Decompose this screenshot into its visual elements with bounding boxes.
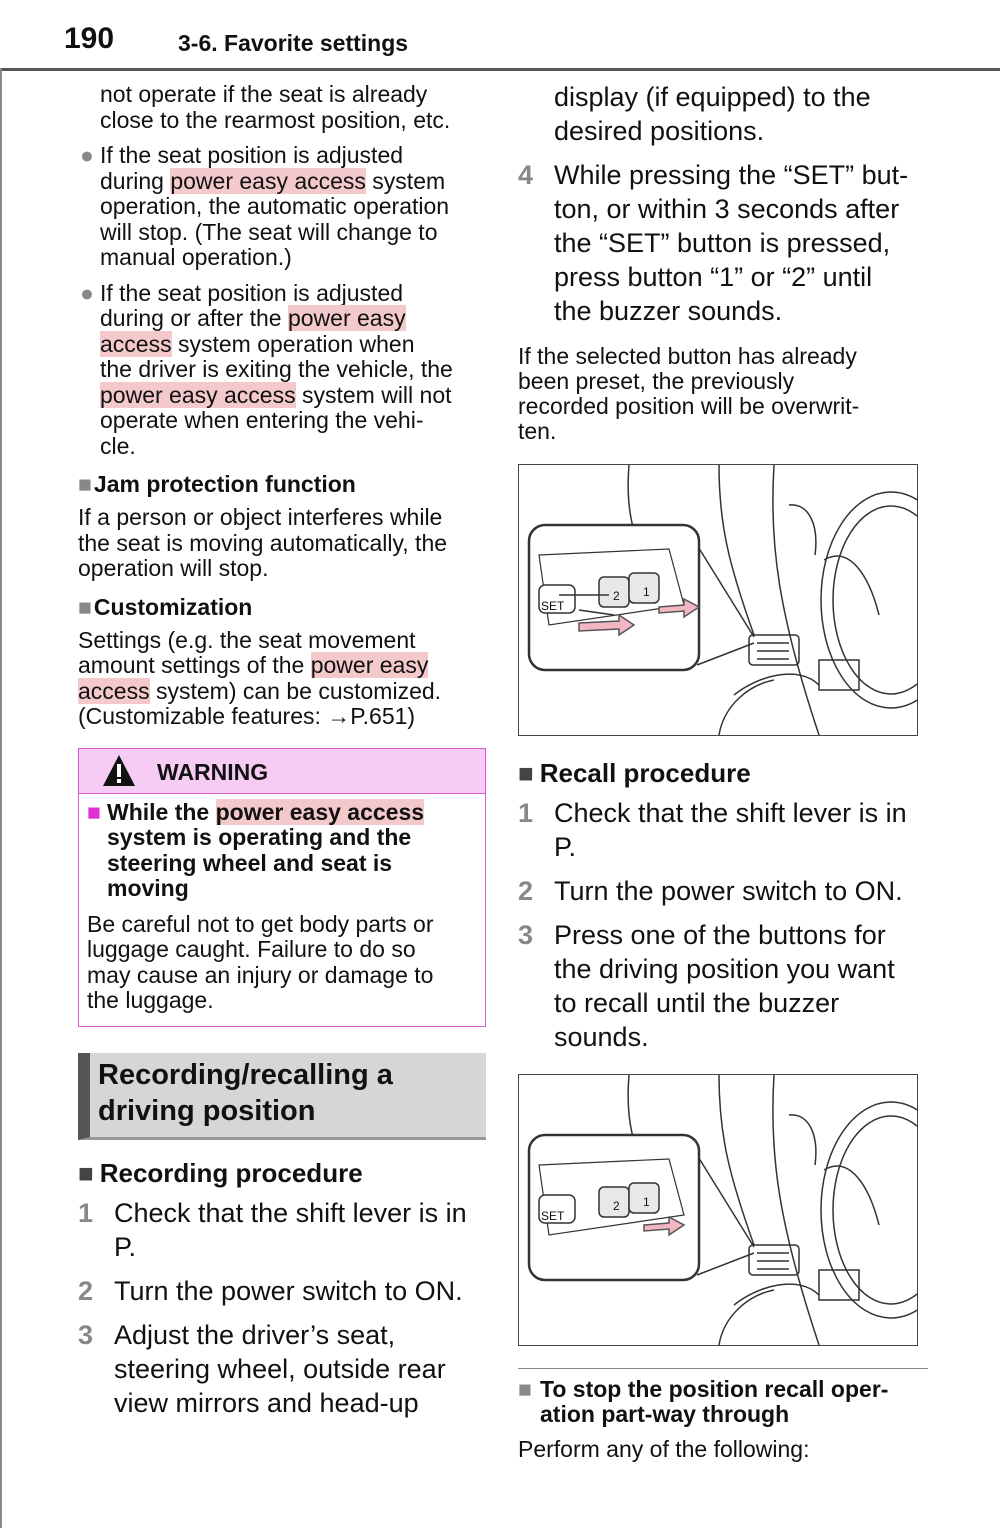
highlight-term: power easy [287, 305, 406, 331]
stop-recall-text: Perform any of the following: [518, 1436, 810, 1462]
memory-2-button-label: 2 [613, 1199, 620, 1213]
step-number: 1 [78, 1197, 94, 1228]
square-bullet-icon: ■ [518, 758, 534, 788]
square-bullet-icon: ■ [78, 593, 92, 620]
highlight-term: power easy access [170, 167, 366, 194]
right-column [518, 80, 928, 1473]
recall-step: 1 Check that the shift lever is in P. [518, 798, 907, 862]
left-column [78, 82, 486, 1430]
bullet-icon: ● [80, 142, 94, 168]
square-bullet-icon: ■ [87, 798, 101, 825]
highlight-term: access [78, 677, 150, 704]
recording-step: 1 Check that the shift lever is in P. [78, 1197, 467, 1262]
recall-procedure-heading: ■ Recall procedure [518, 758, 751, 788]
recording-step: 3 Adjust the driver’s seat, steering wheel, outside rear view mirrors and head-up [78, 1319, 446, 1418]
bullet-adjust-after: ● If the seat position is adjusted during or after the power easy access system operation when the driver is exiting the vehicle, the power easy access system will not operate when entering the vehi- cle. [80, 279, 453, 459]
section-divider [518, 1368, 928, 1369]
stop-recall-heading: ■ To stop the position recall oper- ation part-way through [518, 1376, 889, 1427]
cross-reference-link[interactable]: (Customizable features: →P.651) [78, 703, 416, 729]
step-number: 3 [78, 1319, 94, 1350]
page-header [0, 0, 1000, 71]
warning-title: WARNING [157, 758, 269, 785]
square-bullet-icon: ■ [518, 1376, 532, 1402]
recall-illustration [518, 1074, 918, 1346]
customization-text: Settings (e.g. the seat movement amount settings of the power easy access system) can be customized. (Customizable features: →P.651) [78, 626, 442, 729]
step-number: 1 [518, 798, 534, 828]
warning-triangle-icon [101, 753, 137, 789]
recording-illustration [518, 464, 918, 736]
recall-step: 3 Press one of the buttons for the driving position you want to recall until the buzzer sounds. [518, 920, 895, 1052]
bullet-adjust-during: ● If the seat position is adjusted during power easy access system operation, the automatic operation will stop. (The seat will change to manual operation.) [80, 142, 450, 270]
step-number: 3 [518, 920, 534, 950]
recording-step-continued: display (if equipped) to the desired positions. [554, 82, 871, 146]
jam-protection-heading: ■Jam protection function [78, 471, 356, 497]
highlight-term: access [100, 330, 172, 357]
memory-1-button-label: 1 [643, 1195, 650, 1209]
intro-text: not operate if the seat is already close to the rearmost position, etc. [100, 81, 451, 133]
recording-recalling-heading: Recording/recalling a driving position [78, 1053, 486, 1140]
set-button-label: SET [541, 1209, 565, 1223]
bullet-icon: ● [80, 279, 94, 306]
step-number: 2 [78, 1275, 94, 1306]
square-bullet-icon: ■ [78, 1157, 94, 1188]
section-title: 3-6. Favorite settings [178, 30, 409, 56]
warning-header [79, 749, 485, 794]
warning-body [79, 794, 485, 1026]
highlight-term: power easy access [215, 798, 425, 825]
jam-protection-text: If a person or object interferes while the seat is moving automatically, the operation will stop. [78, 504, 448, 581]
set-button-label: SET [541, 599, 565, 613]
page-number: 190 [64, 22, 115, 55]
highlight-term: power easy access [100, 381, 296, 408]
highlight-term: power easy [310, 652, 429, 678]
warning-text: Be careful not to get body parts or luggage caught. Failure to do so may cause an injury or damage to the luggage. [87, 910, 434, 1013]
recall-step: 2 Turn the power switch to ON. [518, 876, 903, 906]
recording-procedure-heading: ■ Recording procedure [78, 1157, 363, 1188]
page-edge-rule [0, 68, 2, 1528]
recording-step: 2 Turn the power switch to ON. [78, 1275, 463, 1306]
memory-1-button-label: 1 [643, 585, 650, 599]
memory-2-button-label: 2 [613, 589, 620, 603]
warning-subheading: ■ While the power easy access system is operating and the steering wheel and seat is moving [87, 798, 425, 901]
square-bullet-icon: ■ [78, 471, 92, 497]
step-number: 2 [518, 876, 534, 906]
warning-box [78, 748, 486, 1027]
step-number: 4 [518, 160, 534, 190]
customization-heading: ■Customization [78, 593, 253, 620]
overwrite-note: If the selected button has already been preset, the previously recorded position will be overwrit- ten. [518, 343, 860, 444]
recording-step: 4 While pressing the “SET” but- ton, or within 3 seconds after the “SET” button is pressed, press button “1” or “2” until the buzzer sounds. [518, 160, 909, 326]
